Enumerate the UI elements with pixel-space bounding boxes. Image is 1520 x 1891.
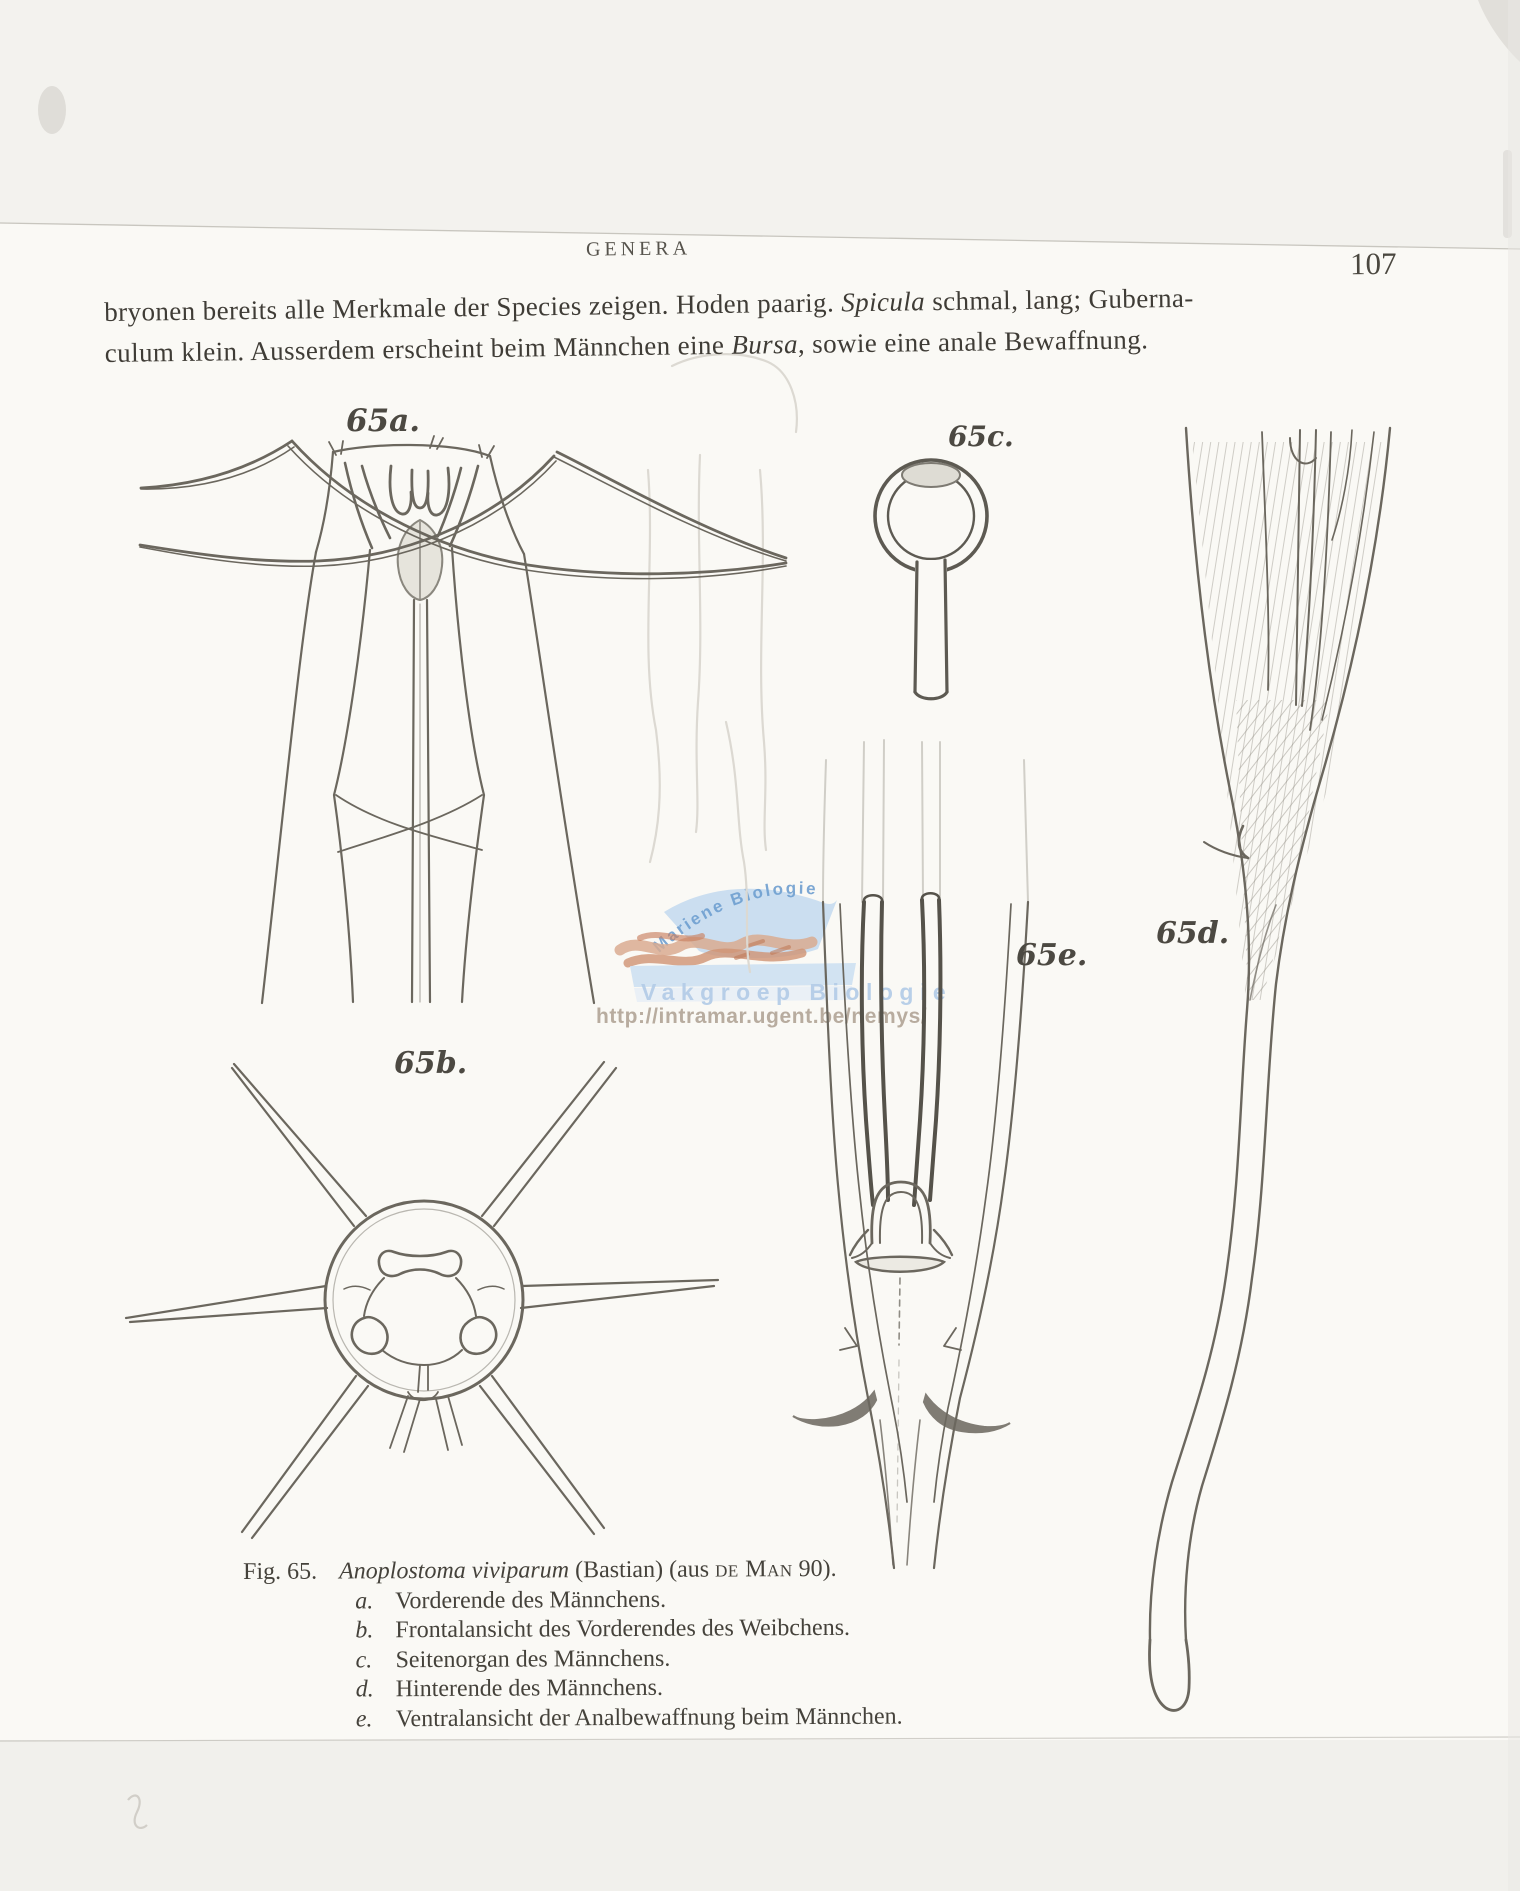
- ghost-offset-print: [648, 354, 797, 972]
- caption-item: [355, 1642, 1143, 1676]
- figure-caption: [243, 1553, 1144, 1735]
- caption-text-segment: 90).: [792, 1555, 837, 1583]
- figure-label-65d: 65d.: [1156, 916, 1230, 951]
- caption-text-segment: (Bastian) (aus: [569, 1556, 716, 1584]
- caption-item-letter: e.: [355, 1705, 373, 1732]
- caption-item: [355, 1583, 1143, 1617]
- caption-author-name: de Man: [714, 1556, 793, 1583]
- caption-item-text: Seitenorgan des Männchens.: [395, 1645, 671, 1673]
- figure-label-65e: 65e.: [1016, 938, 1088, 973]
- caption-item: [355, 1612, 1143, 1646]
- caption-item-text: Hinterende des Männchens.: [395, 1674, 664, 1703]
- caption-title-line: [243, 1553, 1143, 1587]
- text-segment: schmal, lang; Guberna-: [924, 282, 1194, 317]
- caption-item-letter: c.: [355, 1646, 373, 1673]
- caption-item: [356, 1701, 1144, 1735]
- section-title: GENERA: [585, 237, 692, 261]
- caption-item-letter: b.: [355, 1617, 374, 1644]
- caption-fig-number: Fig. 65.: [243, 1558, 318, 1585]
- caption-item-letter: a.: [355, 1587, 374, 1614]
- watermark-arc-text: Mariene Biologie: [649, 878, 819, 957]
- figure-label-65a: 65a.: [346, 403, 421, 439]
- caption-item-text: Vorderende des Männchens.: [395, 1586, 667, 1614]
- caption-species-name: Anoplostoma viviparum: [339, 1557, 570, 1585]
- watermark-dept-text: Vakgroep Biologie: [641, 979, 953, 1005]
- figure-label-65c: 65c.: [948, 420, 1014, 453]
- text-segment: , sowie eine anale Bewaffnung.: [797, 324, 1149, 359]
- watermark-url-text: http://intramar.ugent.be/nemys/: [596, 1005, 928, 1028]
- figure-65e-drawing: [793, 740, 1028, 1568]
- figure-65a-drawing: [140, 436, 786, 1003]
- caption-item-text: Ventralansicht der Analbewaffnung beim Männchen.: [395, 1703, 903, 1732]
- body-paragraph: [104, 275, 1441, 374]
- caption-item: [356, 1671, 1144, 1705]
- page-number: 107: [1349, 245, 1397, 282]
- figure-label-65b: 65b.: [394, 1046, 468, 1081]
- caption-item-text: Frontalansicht des Vorderendes des Weibchens.: [395, 1614, 851, 1644]
- text-segment: bryonen bereits alle Merkmale der Species zeigen. Hoden paarig.: [104, 287, 842, 327]
- figure-65c-drawing: [875, 460, 987, 699]
- figure-65d-drawing: [1150, 428, 1390, 1710]
- caption-item-letter: d.: [355, 1676, 374, 1703]
- species-term-italic: Bursa: [731, 328, 799, 360]
- figure-65b-drawing: [126, 1062, 718, 1538]
- species-term-italic: Spicula: [841, 286, 926, 318]
- text-segment: culum klein. Ausserdem erscheint beim Männchen eine: [104, 329, 732, 368]
